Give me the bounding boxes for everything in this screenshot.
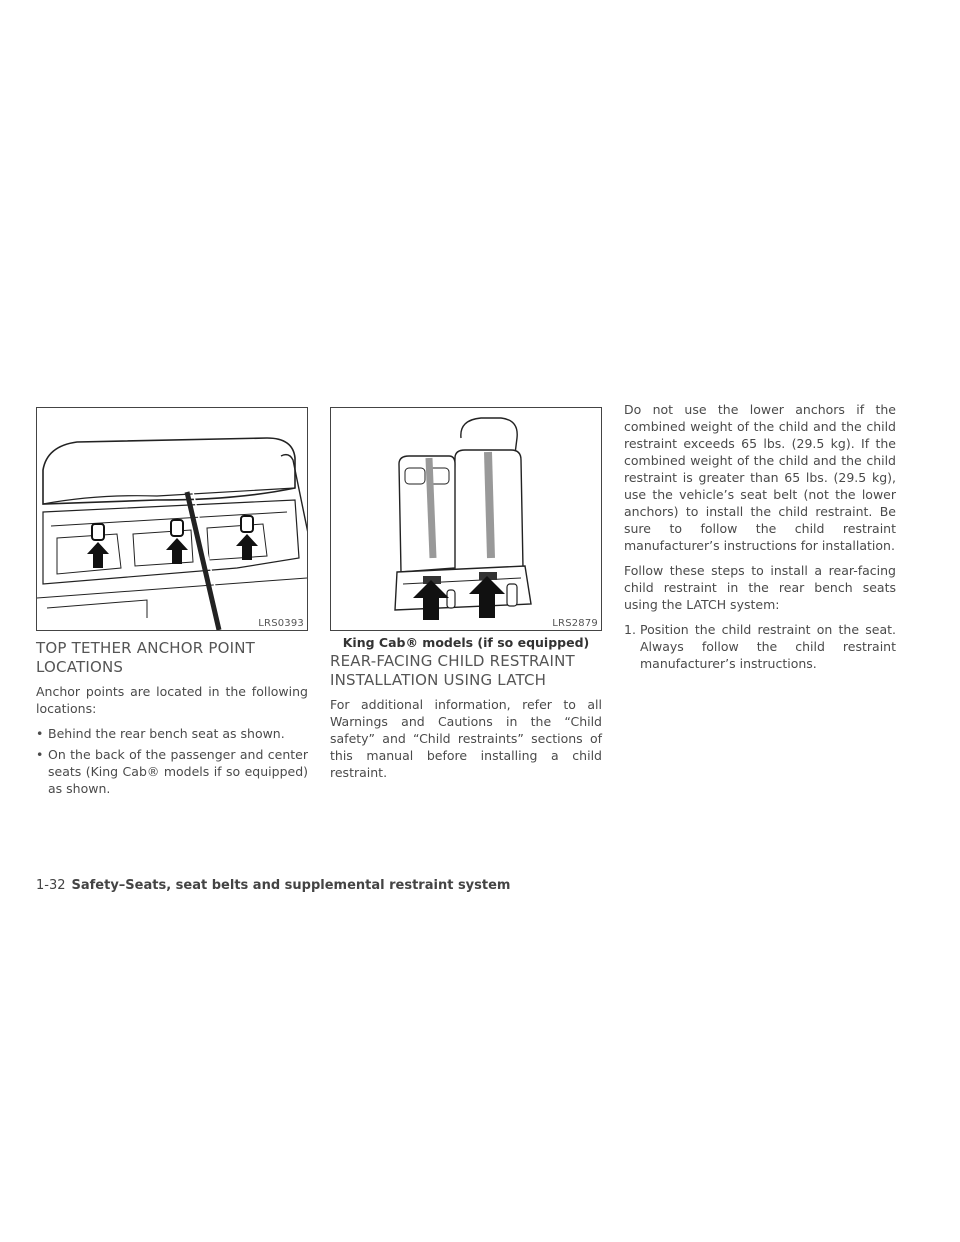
figure-code: LRS2879 xyxy=(552,618,598,629)
figure-caption: King Cab® models (if so equipped) xyxy=(342,635,590,650)
list-item xyxy=(624,621,896,672)
rear-bench-illustration xyxy=(37,408,307,630)
anchor-locations-list xyxy=(36,725,308,797)
bullet-icon: • xyxy=(36,747,44,762)
column-1 xyxy=(36,407,308,801)
king-cab-seats-illustration xyxy=(331,408,601,630)
column-3 xyxy=(624,401,896,676)
figure-king-cab-seats xyxy=(330,407,602,631)
section-heading-rear-facing-latch: REAR-FACING CHILD RESTRAINT INSTALLATION USING LATCH xyxy=(330,652,575,689)
page-number: 1-32 xyxy=(36,878,66,893)
intro-paragraph: Anchor points are located in the following locations: xyxy=(36,684,308,716)
step-number: 1. xyxy=(624,622,636,637)
figure-code: LRS0393 xyxy=(258,618,304,629)
steps-intro-paragraph: Follow these steps to install a rear-facing child restraint in the rear bench seats using the LATCH system: xyxy=(624,563,896,612)
section-heading-top-tether: TOP TETHER ANCHOR POINT LOCATIONS xyxy=(36,639,256,676)
weight-limit-paragraph: Do not use the lower anchors if the combined weight of the child and the child restraint exceeds 65 lbs. (29.5 kg). If the combined weight of the child and the child restraint is greater than 65 lbs. (29.5 kg), use the vehicle’s seat belt (not the lower anchors) to install the child restraint. Be sure to follow the child restraint manufacturer’s instructions for installation. xyxy=(624,402,896,553)
column-2 xyxy=(330,407,602,789)
section-title: Safety–Seats, seat belts and supplemental restraint system xyxy=(71,878,511,893)
installation-steps-list xyxy=(624,621,896,672)
warnings-paragraph: For additional information, refer to all Warnings and Cautions in the “Child safety” and “Child restraints” sections of this manual before installing a child restraint. xyxy=(330,697,602,780)
figure-rear-bench-anchors xyxy=(36,407,308,631)
list-item: • On the back of the passenger and center seats (King Cab® models if so equipped) as shown. xyxy=(36,747,308,796)
list-item: • Behind the rear bench seat as shown. xyxy=(36,726,285,741)
bullet-icon: • xyxy=(36,726,44,741)
step-text: Position the child restraint on the seat. Always follow the child restraint manufacturer’s instructions. xyxy=(640,622,896,671)
page-footer xyxy=(36,878,510,893)
